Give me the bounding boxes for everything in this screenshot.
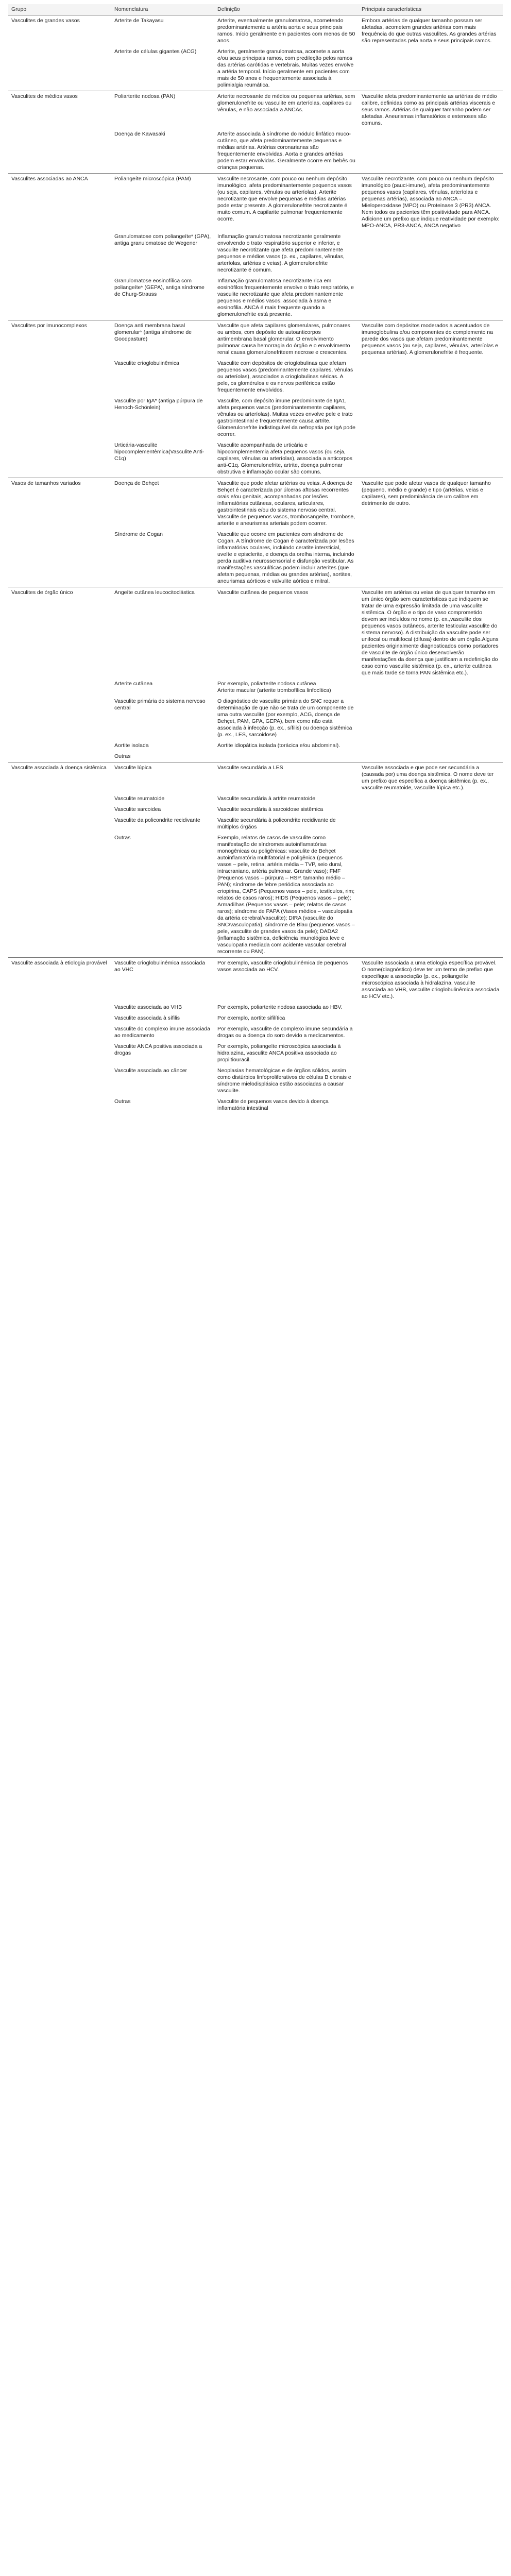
table-row	[8, 174, 503, 232]
definition-cell: Vasculite cutânea de pequenos vasos	[214, 587, 359, 679]
group-cell: Vasculites de médios vasos	[8, 91, 111, 174]
classification-table-container	[8, 4, 503, 1114]
group-cell: Vasos de tamanhos variados	[8, 478, 111, 587]
definition-cell: Exemplo, relatos de casos de vasculite como manifestação de síndromes autoinflamatórias monogênicas ou poligênicas: vasculite de Behçet autoinflamatória multifatorial e poligênica (pequenos vasos – pele, retina; artéria média – TVP, seio dural, intracraniano, artéria pulmonar. Grande vaso); FMF (Pequenos vasos – púrpura – HSP, tamanho médio – PAN); síndrome de febre periódica associada ao criopirina, CAPS (Pequenos vasos – pele, testículos, rim; relatos de casos raros); HIDS (Pequenos vasos – pele); Armadilhas (Pequenos vasos – pele; relatos de casos raros); síndrome de PAPA (Vasos médios – vasculopatia da artéria cerebral/vasculite); DIRA (vasculite do SNC/vasculopatia), síndrome de Blau (pequenos vasos – pele, vasculite de grandes vasos da pele); DADA2 (inflamação sistêmica, deficiência imunológica leve e vasculopatia mediada com acidente vascular cerebral recorrente ou PAN).	[217, 835, 355, 955]
definition-cell: Por exemplo, poliarterite nodosa associada ao HBV.	[217, 1004, 343, 1010]
nomenclature-cell: Arterite cutânea	[114, 681, 153, 687]
group-cell: Vasculites de órgão único	[8, 587, 111, 762]
nomenclature-cell: Vasculite associada à sífilis	[114, 1015, 180, 1021]
group-cell: Vasculite associada à doença sistêmica	[8, 762, 111, 958]
characteristics-cell	[359, 440, 503, 478]
characteristics-cell	[359, 833, 503, 958]
table-row	[8, 15, 503, 47]
header-nomenclature: Nomenclatura	[111, 4, 214, 15]
nomenclature-cell: Vasculite primária do sistema nervoso central	[114, 698, 206, 711]
definition-cell	[214, 751, 359, 762]
definition-cell: Vasculite secundária à policondrite recidivante de múltiplos órgãos	[217, 817, 336, 830]
definition-cell: Por exemplo, poliarterite nodosa cutânea Arterite macular (arterite trombofílica linfocítica)	[217, 681, 331, 693]
nomenclature-cell: Poliarterite nodosa (PAN)	[111, 91, 214, 129]
group-cell: Vasculites associadas ao ANCA	[8, 174, 111, 320]
nomenclature-cell: Aortite isolada	[114, 742, 149, 749]
characteristics-cell	[359, 804, 503, 815]
characteristics-cell	[359, 231, 503, 276]
definition-cell: Inflamação granulomatosa necrotizante geralmente envolvendo o trato respiratório superior e inferior, e vasculite necrotizante que afeta predominantemente pequenos e médios vasos (p. ex., capilares, vênulas, arteríolas, artérias e veias). A glomerulonefrite necrotizante é comum.	[217, 233, 345, 273]
nomenclature-cell: Outras	[114, 1098, 131, 1105]
definition-cell: Vasculite de pequenos vasos devido à doença inflamatória intestinal	[217, 1098, 329, 1111]
nomenclature-cell: Vasculite sarcoidea	[114, 806, 161, 812]
nomenclature-cell: Vasculite associada ao VHB	[114, 1004, 182, 1010]
definition-cell: Neoplasias hematológicas e de órgãos sólidos, assim como distúrbios linfoproliferativos de células B clonais e síndrome mielodisplásica estão associadas a causar vasculite.	[217, 1067, 351, 1094]
definition-cell: Vasculite acompanhada de urticária e hipocomplementemia afeta pequenos vasos (ou seja, capilares, vênulas ou arteríolas), associada a anticorpos anti-C1q. Glomerulonefrite, artrite, doença pulmonar obstrutiva e inflamação ocular são comuns.	[217, 442, 353, 475]
characteristics-cell	[359, 696, 503, 740]
group-cell: Vasculites por imunocomplexos	[8, 320, 111, 478]
nomenclature-cell: Outras	[114, 753, 131, 759]
nomenclature-cell: Síndrome de Cogan	[114, 531, 163, 537]
table-row	[8, 91, 503, 129]
nomenclature-cell: Vasculite lúpica	[111, 762, 214, 794]
nomenclature-cell: Vasculite crioglobulinêmica associada ao VHC	[111, 958, 214, 1003]
characteristics-cell	[359, 1024, 503, 1041]
characteristics-cell: Vasculite afeta predominantemente as artérias de médio calibre, definidas como as principais artérias viscerais e seus ramos. Artérias de qualquer tamanho podem ser afetadas. Aneurismas inflamatórios e estenoses são comuns.	[359, 91, 503, 129]
characteristics-cell: Vasculite em artérias ou veias de qualquer tamanho em um único órgão sem características que indiquem se tratar de uma expressão limitada de uma vasculite sistêmica. O órgão e o tipo de vaso comprometido devem ser incluídos no nome (p. ex.,vasculite dos pequenos vasos cutâneos, arterite testicular,vasculite do sistema nervoso). A distribuição da vasculite pode ser unifocal ou multifocal (difusa) dentro de um órgão.Alguns pacientes originalmente diagnosticados como portadores de vasculite de órgão único desenvolverão manifestações da doença que justificam a redefinição do caso como vasculite sistêmica (p. ex., arterite cutânea que mais tarde se torna PAN sistêmica etc.).	[359, 587, 503, 679]
definition-cell: Arterite associada à síndrome do nódulo linfático muco-cutâneo, que afeta predominantemente pequenas e médias artérias. Artérias coronarianas são frequentemente envolvidas. Aorta e grandes artérias podem estar envolvidas. Geralmente ocorre em bebês ou crianças pequenas.	[217, 131, 355, 171]
nomenclature-cell: Vasculite da policondrite recidivante	[114, 817, 200, 823]
table-row	[8, 478, 503, 530]
definition-cell: Vasculite secundária à artrite reumatoide	[217, 795, 316, 802]
characteristics-cell	[359, 529, 503, 587]
vasculitis-classification-table	[8, 4, 503, 1114]
nomenclature-cell: Granulomatose com poliangeíte* (GPA), antiga granulomatose de Wegener	[114, 233, 211, 246]
characteristics-cell: Vasculite que pode afetar vasos de qualquer tamanho (pequeno, médio e grande) e tipo (artérias, veias e capilares), sem predominância de um calibre em detrimento de outro.	[359, 478, 503, 530]
characteristics-cell	[359, 793, 503, 804]
table-row	[8, 587, 503, 679]
definition-cell: Vasculite que afeta capilares glomerulares, pulmonares ou ambos, com depósito de autoanticorpos antimembrana basal glomerular. O envolvimento pulmonar causa hemorragia do órgão e o envolvimento renal causa glomerulonefriteem necrose e crescentes.	[214, 320, 359, 359]
group-cell: Vasculites de grandes vasos	[8, 15, 111, 91]
characteristics-cell: Vasculite associada e que pode ser secundária a (causada por) uma doença sistêmica. O nome deve ter um prefixo que especifica a doença sistêmica (p. ex., vasculite reumatoide, vasculite lúpica etc.).	[359, 762, 503, 794]
characteristics-cell	[359, 1013, 503, 1024]
definition-cell: Vasculite, com depósito imune predominante de IgA1, afeta pequenos vasos (predominantemente capilares, vênulas ou arteríolas). Muitas vezes envolve pele e trato gastrointestinal e frequentemente causa artrite. Glomerulonefrite indistinguível da nefropatia por IgA pode ocorrer.	[217, 398, 355, 437]
table-header-row	[8, 4, 503, 15]
header-characteristics: Principais características	[359, 4, 503, 15]
definition-cell: Arterite, eventualmente granulomatosa, acometendo predominantemente a artéria aorta e seus principais ramos. Início geralmente em pacientes com menos de 50 anos.	[214, 15, 359, 47]
definition-cell: Vasculite secundária a LES	[214, 762, 359, 794]
definition-cell: Vasculite secundária à sarcoidose sistêmica	[217, 806, 323, 812]
definition-cell: Aortite idiopática isolada (torácica e/ou abdominal).	[217, 742, 340, 749]
table-body	[8, 15, 503, 1114]
characteristics-cell	[359, 46, 503, 91]
characteristics-cell	[359, 358, 503, 396]
characteristics-cell	[359, 815, 503, 833]
characteristics-cell	[359, 1065, 503, 1096]
nomenclature-cell: Poliangeíte microscópica (PAM)	[111, 174, 214, 232]
definition-cell: Por exemplo, vasculite crioglobulinêmica de pequenos vasos associada ao HCV.	[214, 958, 359, 1003]
characteristics-cell	[359, 129, 503, 174]
definition-cell: Vasculite que pode afetar artérias ou veias. A doença de Behçet é caracterizada por úlceras aftosas recorrentes orais e/ou genitais, acompanhadas por lesões inflamatórias cutâneas, oculares, articulares, gastrointestinais e/ou do sistema nervoso central. Vasculite de pequenos vasos, trombosangeíte, trombose, arterite e aneurismas arteriais podem ocorrer.	[214, 478, 359, 530]
characteristics-cell: Vasculite necrotizante, com pouco ou nenhum depósito imunológico (pauci-imune), afeta predominantemente pequenos vasos (capilares, vênulas, arteríolas e pequenas artérias), associada ao ANCA – Mieloperoxidase (MPO) ou Proteinase 3 (PR3) ANCA. Nem todos os pacientes têm positividade para ANCA. Adicione um prefixo que indique reatividade por exemplo: MPO-ANCA, PR3-ANCA, ANCA negativo	[359, 174, 503, 232]
nomenclature-cell: Vasculite por IgA* (antiga púrpura de Henoch-Schönlein)	[114, 398, 203, 411]
definition-cell: O diagnóstico de vasculite primária do SNC requer a determinação de que não se trata de um componente de uma outra vasculite (por exemplo, ACG, doença de Behçet, PAM, GPA, GEPA), bem como não está associada à infecção (p. ex., sífilis) ou doença sistêmica (p. ex., LES, sarcoidose)	[217, 698, 354, 738]
characteristics-cell: Embora artérias de qualquer tamanho possam ser afetadas, acometem grandes artérias com mais frequência do que outras vasculites. As grandes artérias são representadas pela aorta e seus principais ramos.	[359, 15, 503, 47]
characteristics-cell	[359, 1002, 503, 1013]
characteristics-cell	[359, 1096, 503, 1114]
group-cell: Vasculite associada à etiologia provável	[8, 958, 111, 1114]
header-definition: Definição	[214, 4, 359, 15]
nomenclature-cell: Doença de Behçet	[111, 478, 214, 530]
definition-cell: Por exemplo, poliangeíte microscópica associada à hidralazina, vasculite ANCA positiva associada ao propiltiouracil.	[217, 1043, 341, 1063]
nomenclature-cell: Arterite de células gigantes (ACG)	[114, 48, 197, 55]
definition-cell: Por exemplo, vasculite de complexo imune secundária a drogas ou a doença do soro devido a medicamentos.	[217, 1026, 353, 1039]
table-row	[8, 762, 503, 794]
characteristics-cell: Vasculite associada a uma etiologia específica provável. O nome(diagnóstico) deve ter um termo de prefixo que especifique a associação (p. ex., poliangeíte microscópica associada à hidralazina, vasculite associada ao VHB, vasculite crioglobulinêmica associada ao HCV etc.).	[359, 958, 503, 1003]
definition-cell: Arterite necrosante de médios ou pequenas artérias, sem glomerulonefrite ou vasculite em arteríolas, capilares ou vênulas, e não associada a ANCAs.	[214, 91, 359, 129]
header-group: Grupo	[8, 4, 111, 15]
characteristics-cell	[359, 396, 503, 440]
characteristics-cell	[359, 276, 503, 320]
characteristics-cell	[359, 740, 503, 751]
characteristics-cell: Vasculite com depósitos moderados a acentuados de imunoglobulina e/ou componentes do complemento na parede dos vasos que afetam predominantemente pequenos vasos (ou seja, capilares, vênulas, arteríolas e pequenas artérias). A glomerulonefrite é frequente.	[359, 320, 503, 359]
table-row	[8, 320, 503, 359]
nomenclature-cell: Urticária-vasculite hipocomplementêmica(Vasculite Anti-C1q)	[114, 442, 205, 462]
characteristics-cell	[359, 679, 503, 696]
characteristics-cell	[359, 751, 503, 762]
nomenclature-cell: Angeíte cutânea leucocitoclástica	[111, 587, 214, 679]
nomenclature-cell: Vasculite reumatoide	[114, 795, 165, 802]
definition-cell: Vasculite que ocorre em pacientes com síndrome de Cogan. A Síndrome de Cogan é caracterizada por lesões inflamatórias oculares, incluindo ceratite intersticial, uveíte e episclerite, e doença da orelha interna, incluindo perda auditiva neurossensorial e disfunção vestibular. As manifestações vasculíticas podem incluir arterites (que afetam pequenas, médias ou grandes artérias), aortites, aneurismas aórticos e valvulite aórtica e mitral.	[217, 531, 354, 584]
nomenclature-cell: Vasculite associada ao câncer	[114, 1067, 188, 1074]
definition-cell: Inflamação granulomatosa necrotizante rica em eosinófilos frequentemente envolve o trato respiratório, e vasculite necrotizante que afeta predominantemente pequenos e médios vasos, associada à asma e eosinofilia. ANCA é mais frequente quando a glomerulonefrite está presente.	[217, 278, 354, 317]
nomenclature-cell: Vasculite do complexo imune associada ao medicamento	[114, 1026, 210, 1039]
characteristics-cell	[359, 1041, 503, 1065]
definition-cell: Arterite, geralmente granulomatosa, acomete a aorta e/ou seus principais ramos, com predileção pelos ramos das artérias carótidas e vertebrais. Muitas vezes envolve a artéria temporal. Início geralmente em pacientes com mais de 50 anos e frequentemente associada à polimialgia reumática.	[217, 48, 354, 88]
nomenclature-cell: Vasculite ANCA positiva associada a drogas	[114, 1043, 202, 1056]
table-row	[8, 958, 503, 1003]
nomenclature-cell: Doença anti membrana basal glomerular* (antiga síndrome de Goodpasture)	[111, 320, 214, 359]
nomenclature-cell: Doença de Kawasaki	[114, 131, 165, 137]
nomenclature-cell: Outras	[114, 835, 131, 841]
definition-cell: Vasculite com depósitos de crioglobulinas que afetam pequenos vasos (predominantemente capilares, vênulas ou arteríolas), associados a crioglobulinas séricas. A pele, os glomérulos e os nervos periféricos estão frequentemente envolvidos.	[217, 360, 353, 393]
definition-cell: Vasculite necrosante, com pouco ou nenhum depósito imunológico, afeta predominantemente pequenos vasos (ou seja, capilares, vênulas ou arteríolas). Arterite necrotizante que envolve pequenas e médias artérias pode estar presente. A glomerulonefrite necrotizante é muito comum. A capilarite pulmonar frequentemente ocorre.	[214, 174, 359, 232]
nomenclature-cell: Vasculite crioglobulinêmica	[114, 360, 179, 366]
nomenclature-cell: Arterite de Takayasu	[111, 15, 214, 47]
definition-cell: Por exemplo, aortite sifilítica	[217, 1015, 285, 1021]
nomenclature-cell: Granulomatose eosinofílica com poliangeíte* (GEPA), antiga síndrome de Churg-Strauss	[114, 278, 205, 297]
